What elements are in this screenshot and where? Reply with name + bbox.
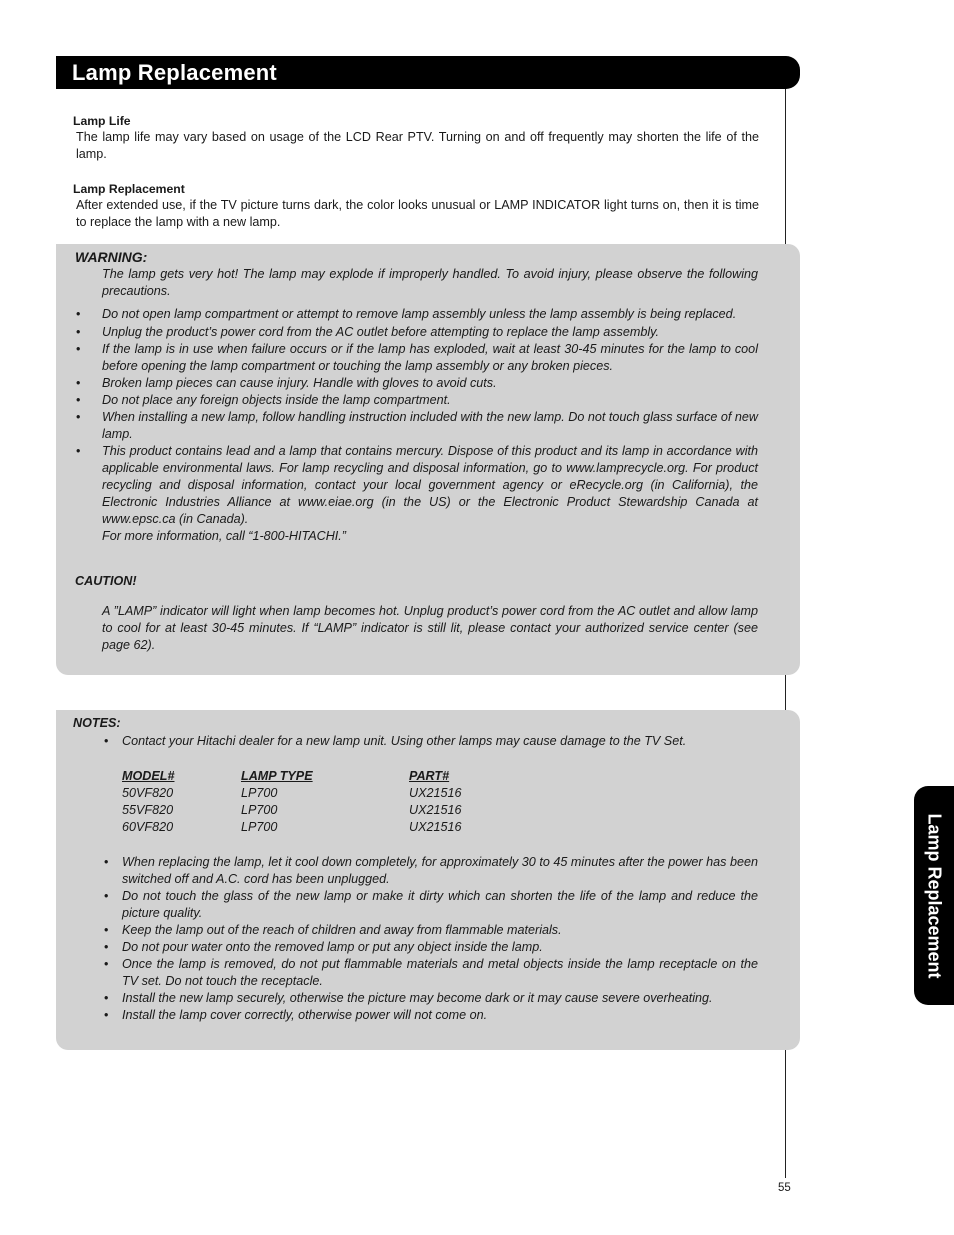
list-item: • Install the lamp cover correctly, otherwise power will not come on. <box>104 1008 488 1022</box>
section-side-tab <box>914 786 954 1005</box>
title-bar <box>56 56 800 89</box>
warning-box <box>56 244 800 675</box>
page-title: Lamp Replacement <box>72 59 277 85</box>
list-item: • Install the new lamp securely, otherwise the picture may become dark or it may cause severe overheating. <box>104 991 713 1005</box>
table-header-row <box>122 768 489 785</box>
bullet: • <box>76 342 81 356</box>
list-item: • Keep the lamp out of the reach of children and away from flammable materials. <box>104 923 562 937</box>
bullet: • <box>104 889 109 903</box>
bullet: • <box>76 307 81 321</box>
list-item: • When replacing the lamp, let it cool down completely, for approximately 30 to 45 minutes after the power has been switched off and A.C. cord has been unplugged. <box>104 855 758 886</box>
bullet: • <box>76 376 81 390</box>
lamp-life-heading: Lamp Life <box>73 114 131 128</box>
more-info: For more information, call “1-800-HITACHI.” <box>102 529 347 543</box>
bullet: • <box>104 957 109 971</box>
list-item: • This product contains lead and a lamp that contains mercury. Dispose of this product and its lamp in accordance with applicable environmental laws. For lamp recycling and disposal information, go to www.lamprecycle.org. For product recycling and disposal information, contact your local government agency or eRecycle.org (in California), the Electronic Industries Alliance at www.eiae.org (in the US) or the Electronic Product Stewardship Canada at www.epsc.ca (in Canada). <box>76 444 758 526</box>
list-item: • Do not touch the glass of the new lamp or make it dirty which can shorten the life of the lamp and reduce the picture quality. <box>104 889 758 920</box>
bullet: • <box>104 923 109 937</box>
side-tab-label: Lamp Replacement <box>924 812 945 979</box>
page-number: 55 <box>778 1182 791 1194</box>
bullet: • <box>104 1008 109 1022</box>
list-item: • Contact your Hitachi dealer for a new lamp unit. Using other lamps may cause damage to the TV Set. <box>104 734 687 748</box>
lamp-replacement-section <box>73 181 759 231</box>
bullet: • <box>104 940 109 954</box>
bullet: • <box>76 444 81 458</box>
bullet: • <box>76 393 81 407</box>
table-row: 55VF820 LP700 UX21516 <box>122 803 462 817</box>
list-item: • Do not place any foreign objects inside the lamp compartment. <box>76 393 451 407</box>
list-item: • Once the lamp is removed, do not put flammable materials and metal objects inside the lamp receptacle on the TV set. Do not touch the receptacle. <box>104 957 758 988</box>
warning-intro: The lamp gets very hot! The lamp may explode if improperly handled. To avoid injury, please observe the following precautions. <box>102 267 758 298</box>
notes-list-top <box>104 733 758 750</box>
column-header: MODEL# <box>122 769 175 783</box>
list-item: • Do not open lamp compartment or attempt to remove lamp assembly unless the lamp assembly is being replaced. <box>76 307 737 321</box>
notes-heading: NOTES: <box>73 716 121 730</box>
list-item: • Unplug the product’s power cord from the AC outlet before attempting to replace the lamp assembly. <box>76 325 659 339</box>
list-item: • Do not pour water onto the removed lamp or put any object inside the lamp. <box>104 940 543 954</box>
caution-heading: CAUTION! <box>75 574 137 588</box>
column-header: LAMP TYPE <box>241 769 313 783</box>
list-item: • When installing a new lamp, follow handling instruction included with the new lamp. Do not touch glass surface of new lamp. <box>76 410 758 441</box>
list-item: • If the lamp is in use when failure occurs or if the lamp has exploded, wait at least 30-45 minutes for the lamp to cool before opening the lamp compartment or touching the lamp assembly or any broken pieces. <box>76 342 758 373</box>
bullet: • <box>76 410 81 424</box>
table-row: 60VF820 LP700 UX21516 <box>122 820 462 834</box>
bullet: • <box>104 734 109 748</box>
lamp-replacement-text: After extended use, if the TV picture turns dark, the color looks unusual or LAMP INDICATOR light turns on, then it is time to replace the lamp with a new lamp. <box>76 198 759 229</box>
warning-list <box>76 306 758 545</box>
caution-text: A ”LAMP” indicator will light when lamp becomes hot. Unplug product’s power cord from the AC outlet and allow lamp to cool for at least 30-45 minutes. If “LAMP” indicator is still lit, please contact your authorized service center (see page 62). <box>102 604 758 652</box>
bullet: • <box>104 855 109 869</box>
lamp-life-section <box>73 113 759 163</box>
bullet: • <box>76 325 81 339</box>
column-header: PART# <box>409 769 450 783</box>
list-item: • Broken lamp pieces can cause injury. Handle with gloves to avoid cuts. <box>76 376 497 390</box>
lamp-model-table <box>122 768 489 836</box>
warning-heading: WARNING: <box>75 249 148 265</box>
bullet: • <box>104 991 109 1005</box>
lamp-replacement-heading: Lamp Replacement <box>73 182 185 196</box>
notes-list <box>104 854 758 1024</box>
lamp-life-text: The lamp life may vary based on usage of the LCD Rear PTV. Turning on and off frequently may shorten the life of the lamp. <box>76 130 759 161</box>
table-row: 50VF820 LP700 UX21516 <box>122 786 462 800</box>
notes-box <box>56 710 800 1050</box>
